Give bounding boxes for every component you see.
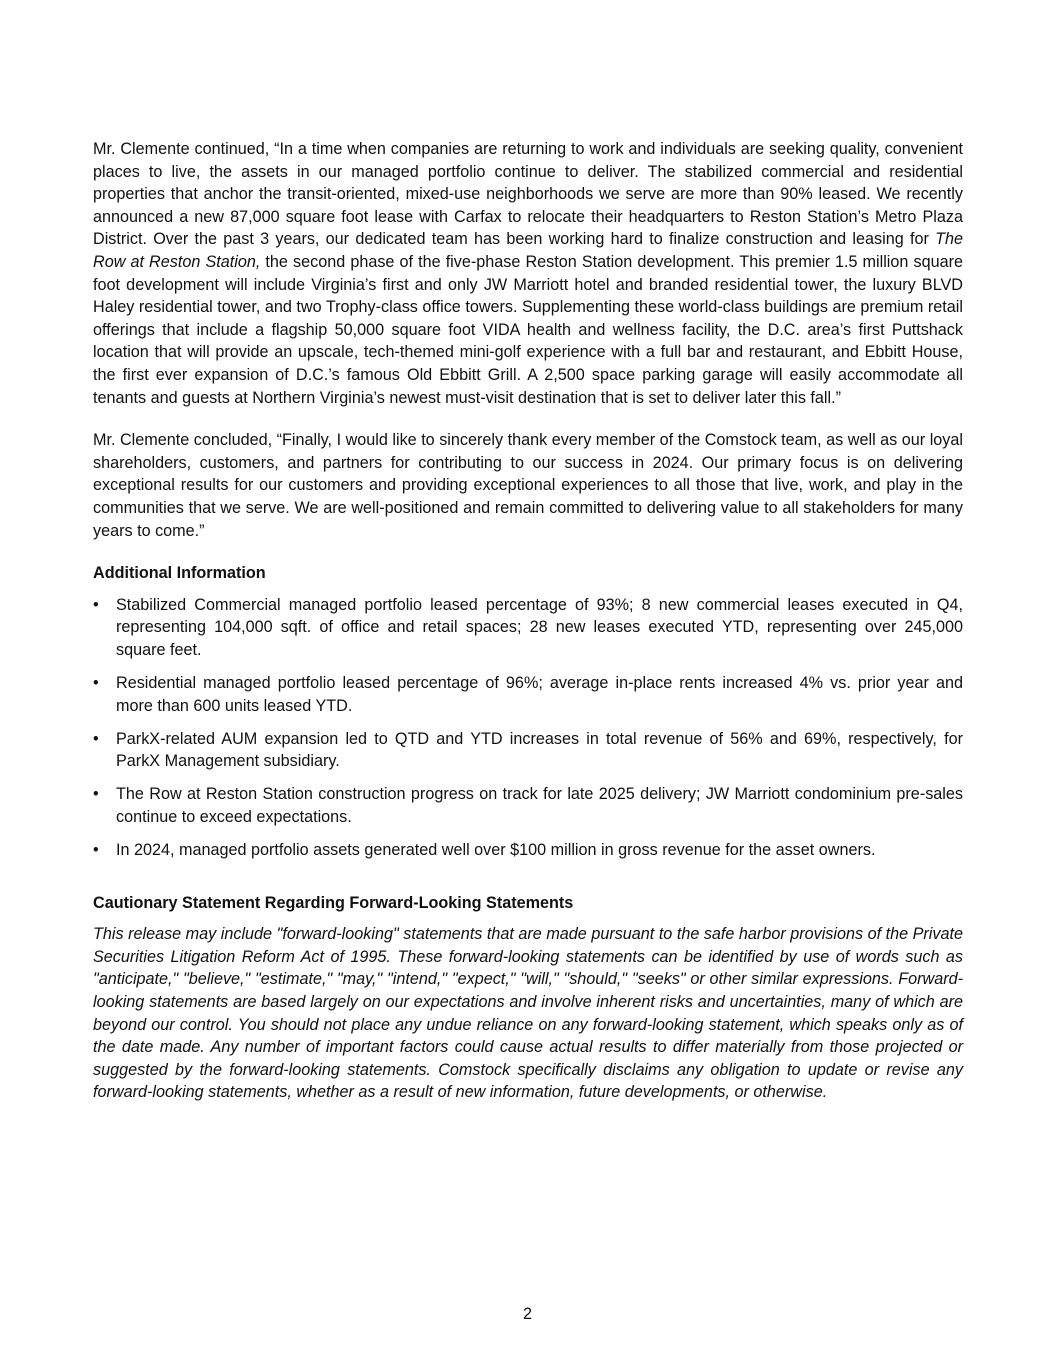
cautionary-statement-heading: Cautionary Statement Regarding Forward-Looking Statements — [93, 893, 574, 912]
list-item-text: The Row at Reston Station construction progress on track for late 2025 delivery; JW Marriott condominium pre-sales continue to exceed expectations. — [116, 785, 963, 826]
document-body — [93, 138, 963, 1104]
additional-information-heading: Additional Information — [93, 564, 266, 583]
list-item — [93, 672, 963, 717]
paragraph-clemente-concluded: Mr. Clemente concluded, “Finally, I would like to sincerely thank every member of the Comstock team, as well as our loyal shareholders, customers, and partners for contributing to our success in 2024. Our primary focus is on delivering exceptional results for our customers and providing exceptional experiences to all those that live, work, and play in the communities that we serve. We are well-positioned and remain committed to delivering value to all stakeholders for many years to come.” — [93, 431, 963, 540]
page-number: 2 — [522, 1305, 532, 1323]
list-item — [93, 839, 963, 862]
paragraph-clemente-continued — [93, 138, 963, 409]
list-item-text: Residential managed portfolio leased percentage of 96%; average in-place rents increased 4% vs. prior year and more than 600 units leased YTD. — [116, 673, 963, 715]
cautionary-statement-text: This release may include "forward-looking" statements that are made pursuant to the safe harbor provisions of the Private Securities Litigation Reform Act of 1995. These forward-looking statements can be identified by use of words such as "anticipate," "believe," "estimate," "may," "intend," "expect," "will," "should," "seeks" or other similar expressions. Forward-looking statements are based largely on our expectations and involve inherent risks and uncertainties, many of which are beyond our control. You should not place any undue reliance on any forward-looking statement, which speaks only as of the date made. Any number of important factors could cause actual results to differ materially from those projected or suggested by the forward-looking statements. Comstock specifically disclaims any obligation to update or revise any forward-looking statements, whether as a result of new information, future developments, or otherwise. — [93, 925, 963, 1102]
list-item — [93, 783, 963, 828]
paragraph-text: Mr. Clemente continued, “In a time when companies are returning to work and individuals are seeking quality, convenient places to live, the assets in our managed portfolio continue to deliver. The stabilized commercial and residential properties that anchor the transit-oriented, mixed-use neighborhoods we serve are more than 90% leased. We recently announced a new 87,000 square foot lease with Carfax to relocate their headquarters to Reston Station’s Metro Plaza District. Over the past 3 years, our dedicated team has been working hard to finalize construction and leasing for — [93, 140, 963, 249]
list-item — [93, 594, 963, 662]
project-name-italic: The Row at Reston Station, — [93, 230, 963, 271]
bullet-icon: • — [93, 841, 99, 860]
list-item-text: ParkX-related AUM expansion led to QTD and YTD increases in total revenue of 56% and 69%, respectively, for ParkX Management subsidiary. — [116, 729, 963, 771]
list-item-text: Stabilized Commercial managed portfolio leased percentage of 93%; 8 new commercial leases executed in Q4, representing 104,000 sqft. of office and retail spaces; 28 new leases executed YTD, representing over 245,000 square feet. — [116, 595, 963, 659]
additional-information-list — [93, 594, 963, 862]
paragraph-text: the second phase of the five-phase Reston Station development. This premier 1.5 million square foot development will include Virginia’s first and only JW Marriott hotel and branded residential tower, the luxury BLVD Haley residential tower, and two Trophy-class office towers. Supplementing these world-class buildings are premium retail offerings that include a flagship 50,000 square foot VIDA health and wellness facility, the D.C. area’s first Puttshack location that will provide an upscale, tech-themed mini-golf experience with a full bar and restaurant, and Ebbitt House, the first ever expansion of D.C.’s famous Old Ebbitt Grill. A 2,500 space parking garage will easily accommodate all tenants and guests at Northern Virginia’s newest must-visit destination that is set to deliver later this fall.” — [93, 252, 963, 407]
bullet-icon: • — [93, 729, 99, 748]
bullet-icon: • — [93, 595, 99, 614]
list-item-text: In 2024, managed portfolio assets generated well over $100 million in gross revenue for the asset owners. — [116, 841, 876, 860]
bullet-icon: • — [93, 785, 99, 804]
list-item — [93, 728, 963, 773]
bullet-icon: • — [93, 673, 99, 692]
